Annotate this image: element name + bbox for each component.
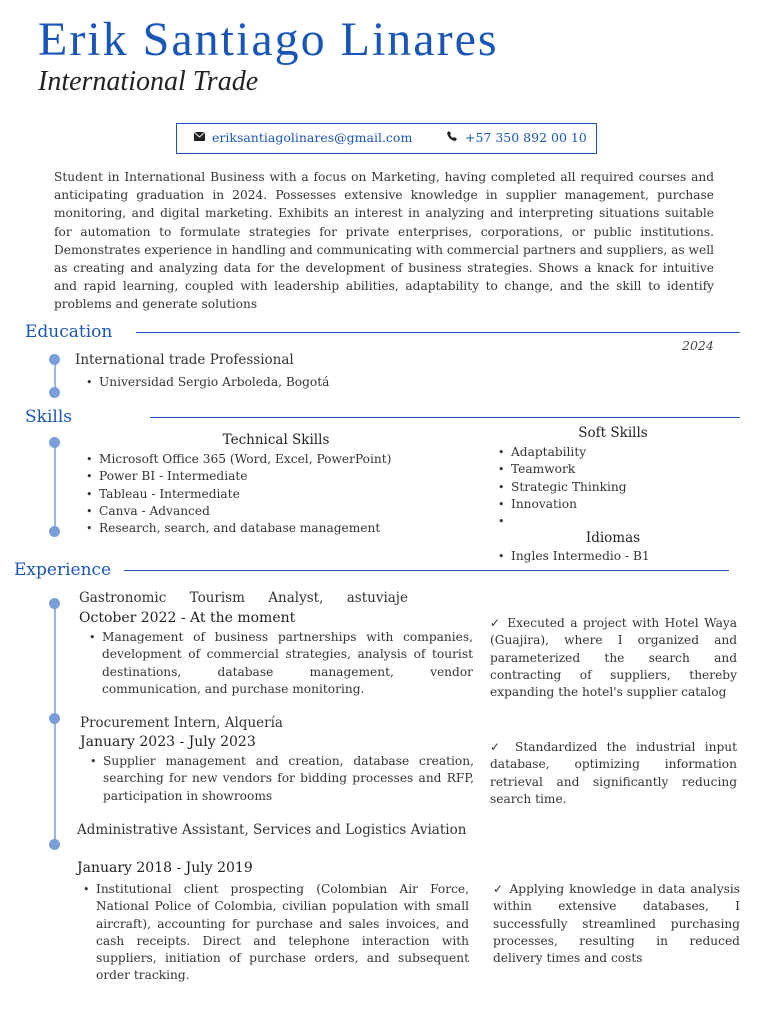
- experience-heading: Experience: [14, 560, 112, 580]
- timeline-dot: [49, 387, 60, 398]
- job-dates: January 2023 - July 2023: [80, 734, 256, 750]
- list-item: • Canva - Advanced: [86, 503, 466, 520]
- phone-text[interactable]: +57 350 892 00 10: [465, 130, 587, 145]
- list-item: • Strategic Thinking: [498, 479, 718, 496]
- timeline-dot: [49, 437, 60, 448]
- list-item: • Power BI - Intermediate: [86, 468, 466, 485]
- list-item: • Institutional client prospecting (Colombian Air Force, National Police of Colombia, civilian population with small aircraft), accounting for purchase and sales invoices, and cash receipts. Direct and telephone interaction with suppliers, initiation of purchase orders, and subsequent order tracking.: [83, 881, 469, 985]
- education-divider: [136, 332, 740, 333]
- job-title: Gastronomic Tourism Analyst, astuviaje: [79, 590, 408, 606]
- job-achievement: ✓ Standardized the industrial input database, optimizing information retrieval and significantly reducing search time.: [490, 740, 737, 806]
- list-item: • Tableau - Intermediate: [86, 486, 466, 503]
- soft-skills-heading: Soft Skills: [578, 425, 648, 441]
- job-achievement: ✓ Applying knowledge in data analysis within extensive databases, I successfully streamlined purchasing processes, resulting in reduced delivery times and costs: [493, 882, 740, 966]
- candidate-title: International Trade: [38, 66, 259, 97]
- job-bullets: [83, 881, 469, 985]
- list-item: • Innovation: [498, 496, 718, 513]
- list-item: • Microsoft Office 365 (Word, Excel, PowerPoint): [86, 451, 466, 468]
- envelope-icon: [194, 131, 212, 144]
- technical-skills-heading: Technical Skills: [222, 432, 330, 448]
- timeline-dot: [49, 354, 60, 365]
- skills-heading: Skills: [25, 407, 72, 427]
- languages-list: [498, 548, 718, 565]
- technical-skills-list: [86, 451, 466, 537]
- timeline-dot: [49, 839, 60, 850]
- experience-divider: [124, 570, 729, 571]
- list-item: • Ingles Intermedio - B1: [498, 548, 718, 565]
- list-item: • Universidad Sergio Arboleda, Bogotá: [86, 374, 486, 391]
- experience-timeline: [54, 604, 56, 844]
- list-item: [498, 513, 718, 530]
- education-degree: International trade Professional: [75, 352, 294, 368]
- languages-heading: Idiomas: [585, 530, 641, 546]
- education-heading: Education: [25, 322, 113, 342]
- education-list: [86, 374, 486, 391]
- job-title: Procurement Intern, Alquería: [80, 715, 283, 731]
- job-bullets: [90, 753, 474, 805]
- profile-summary: Student in International Business with a focus on Marketing, having completed all required courses and anticipating graduation in 2024. Possesses extensive knowledge in supplier management, purchase monitoring, and digital marketing. Exhibits an interest in analyzing and interpreting situations suitable for automation to formulate strategies for private enterprises, corporations, or public institutions. Demonstrates experience in handling and communicating with commercial partners and suppliers, as well as creating and analyzing data for the development of business strategies. Shows a knack for intuitive and rapid learning, coupled with leadership abilities, adaptability to change, and the skill to identify problems and generate solutions: [54, 170, 714, 312]
- job-bullets: [89, 629, 473, 698]
- contact-box: [176, 123, 597, 154]
- job-achievement: ✓ Executed a project with Hotel Waya (Guajira), where I organized and parameterized the search and contracting of suppliers, thereby expanding the hotel's supplier catalog: [490, 616, 737, 700]
- phone-icon: [447, 131, 465, 144]
- list-item: • Research, search, and database management: [86, 520, 466, 537]
- education-year: 2024: [682, 338, 714, 353]
- email-text[interactable]: eriksantiagolinares@gmail.com: [212, 130, 413, 145]
- skills-timeline: [54, 443, 56, 531]
- list-item: • Adaptability: [498, 444, 718, 461]
- skills-divider: [150, 417, 740, 418]
- list-item: • Teamwork: [498, 461, 718, 478]
- list-item: • Supplier management and creation, database creation, searching for new vendors for bidding processes and RFP, participation in showrooms: [90, 753, 474, 805]
- job-title: Administrative Assistant, Services and Logistics Aviation: [77, 822, 467, 838]
- timeline-dot: [49, 713, 60, 724]
- timeline-dot: [49, 526, 60, 537]
- timeline-dot: [49, 598, 60, 609]
- job-dates: October 2022 - At the moment: [79, 610, 296, 626]
- email-contact[interactable]: [194, 130, 412, 145]
- job-dates: January 2018 - July 2019: [77, 860, 253, 876]
- candidate-name: Erik Santiago Linares: [38, 13, 499, 66]
- soft-skills-list: [498, 444, 718, 530]
- phone-contact[interactable]: [447, 130, 587, 145]
- list-item: • Management of business partnerships with companies, development of commercial strategies, analysis of tourist destinations, database management, vendor communication, and purchase monitoring.: [89, 629, 473, 698]
